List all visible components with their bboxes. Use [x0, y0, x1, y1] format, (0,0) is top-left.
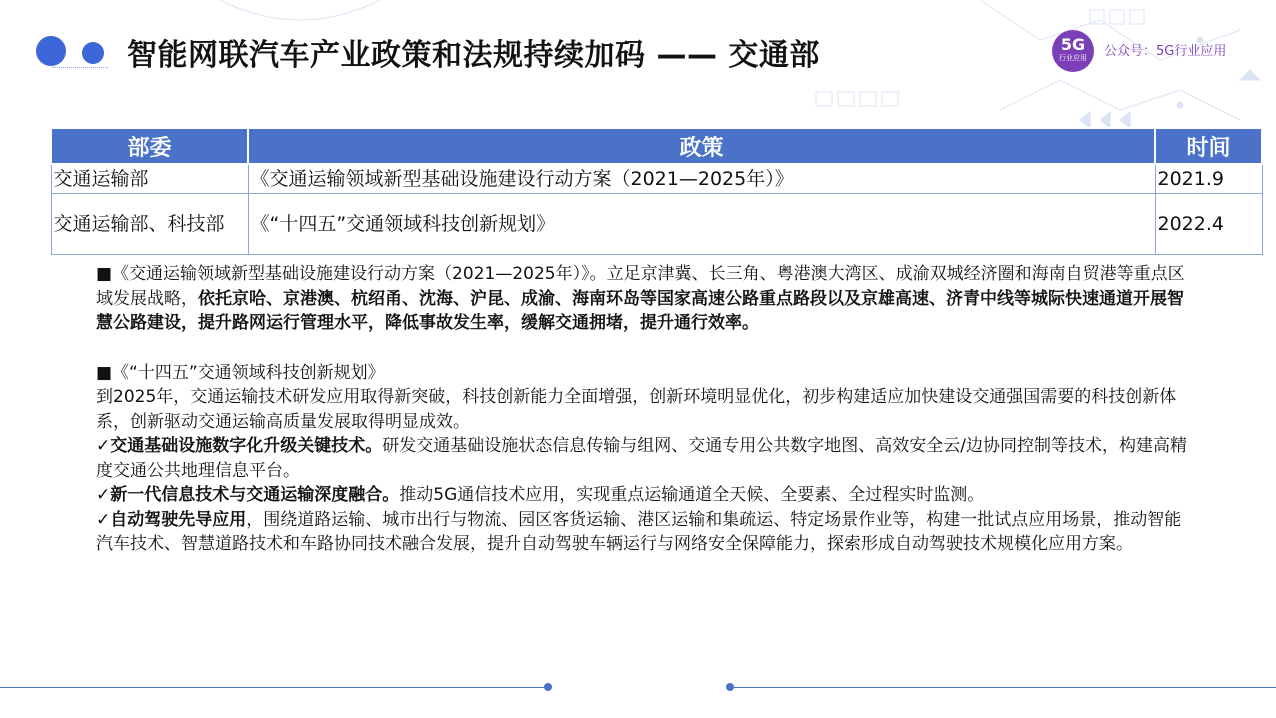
- footer-dot-right: [726, 683, 734, 691]
- item-text: 推动5G通信技术应用，实现重点运输通道全天候、全要素、全过程实时监测。: [399, 485, 985, 505]
- footer-dot-left: [544, 683, 552, 691]
- table-row: [51, 164, 1262, 194]
- cell-date: 2022.4: [1155, 194, 1262, 255]
- brand-logo-main: 5G: [1060, 35, 1086, 54]
- list-item: [96, 483, 1196, 508]
- policy-table: [50, 127, 1263, 255]
- paragraph-heading-tech-plan: ■《“十四五”交通领域科技创新规划》: [96, 362, 385, 383]
- header-cell-department: 部委: [51, 128, 248, 164]
- item-text: ，围绕道路运输、城市出行与物流、园区客货运输、港区运输和集疏运、特定场景作业等，构建一批试点应用场景，推动智能汽车技术、智慧道路技术和车路协同技术融合发展，提升自动驾驶车辆运行与网络安全保障能力，探索形成自动驾驶技术规模化应用方案。: [96, 509, 1182, 554]
- table-row: [51, 194, 1262, 255]
- footer-line-right: [730, 687, 1276, 688]
- header-cell-date: 时间: [1155, 128, 1262, 164]
- paragraph-tech-plan-goal: 到2025年，交通运输技术研发应用取得新突破，科技创新能力全面增强，创新环境明显优化，初步构建适应加快建设交通强国需要的科技创新体系，创新驱动交通运输高质量发展取得明显成效。: [96, 387, 1177, 432]
- brand-logo-sub: 行业应用: [1059, 54, 1087, 62]
- large-dot-icon: [36, 36, 66, 66]
- cell-department: 交通运输部: [51, 164, 248, 194]
- action-plan-intro: ■《交通运输领域新型基础设施建设行动方案（2021—2025年）》。立足京津冀、长三角、粤港澳大湾区、成渝双城经济圈和海南自贸港等重点区域发展战略，: [96, 264, 1185, 309]
- header-cell-policy: 政策: [248, 128, 1155, 164]
- header-dots: [36, 36, 116, 70]
- item-title: ✓自动驾驶先导应用: [96, 509, 247, 530]
- item-title: ✓新一代信息技术与交通运输深度融合。: [96, 485, 400, 505]
- body-content: [96, 262, 1196, 557]
- brand-text: 公众号：5G行业应用: [1104, 44, 1227, 59]
- page-title: 智能网联汽车产业政策和法规持续加码 —— 交通部: [127, 38, 820, 73]
- cell-department: 交通运输部、科技部: [51, 194, 248, 255]
- cell-policy: 《“十四五”交通领域科技创新规划》: [248, 194, 1155, 255]
- table-header-row: [51, 128, 1262, 164]
- action-plan-highlight: 依托京哈、京港澳、杭绍甬、沈海、沪昆、成渝、海南环岛等国家高速公路重点路段以及京雄高速、济青中线等城际快速通道开展智慧公路建设，提升路网运行管理水平，降低事故发生率，缓解交通拥堵，提升通行效率。: [96, 288, 1184, 333]
- item-text: 研发交通基础设施状态信息传输与组网、交通专用公共数字地图、高效安全云/边协同控制等技术，构建高精度交通公共地理信息平台。: [96, 436, 1187, 481]
- cell-date: 2021.9: [1155, 164, 1262, 194]
- brand-badge: [1052, 30, 1262, 70]
- small-dot-icon: [82, 42, 104, 64]
- item-title: ✓交通基础设施数字化升级关键技术。: [96, 436, 383, 456]
- dots-underline: [52, 67, 108, 68]
- brand-logo-icon: [1052, 30, 1094, 72]
- cell-policy: 《交通运输领域新型基础设施建设行动方案（2021—2025年）》: [248, 164, 1155, 194]
- footer-line-left: [0, 687, 548, 688]
- paragraph-action-plan: [96, 262, 1196, 336]
- list-item: [96, 508, 1196, 557]
- list-item: [96, 434, 1196, 483]
